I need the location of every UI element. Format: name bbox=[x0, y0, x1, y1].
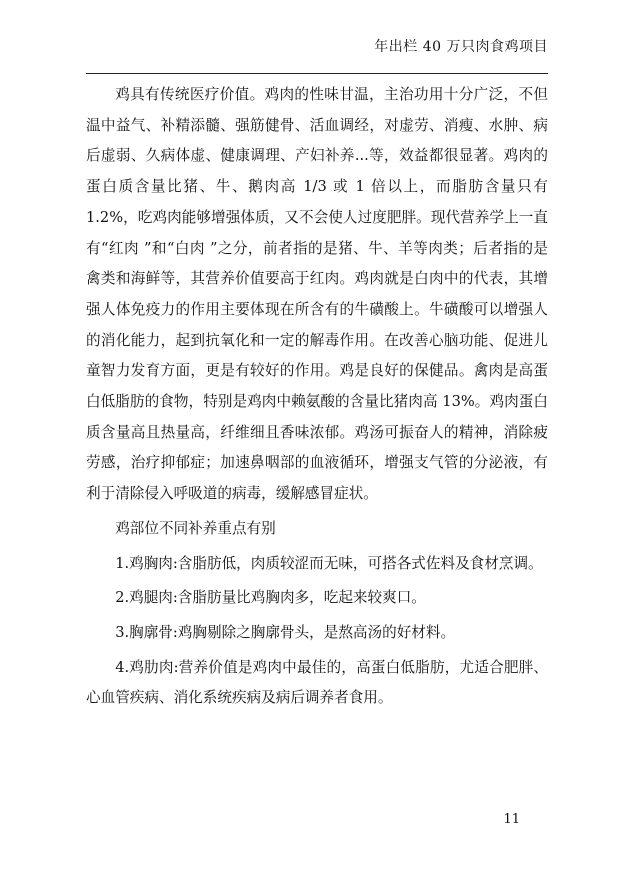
section-heading: 鸡部位不同补养重点有别 bbox=[115, 519, 276, 537]
list-item: 1.鸡胸肉:含脂肪低，肉质较涩而无味，可搭各式佐料及食材烹调。 bbox=[115, 554, 543, 572]
page-header: 年出栏 40 万只肉食鸡项目 bbox=[374, 39, 548, 55]
list-item: 2.鸡腿肉:含脂肪量比鸡胸肉多，吃起来较爽口。 bbox=[115, 589, 426, 607]
list-item: 4.鸡肋肉:营养价值是鸡肉中最佳的，高蛋白低脂肪，尤适合肥胖、心血管疾病、消化系统疾病及病后调养者食用。 bbox=[86, 658, 548, 707]
intro-paragraph: 鸡具有传统医疗价值。鸡肉的性味甘温，主治功用十分广泛，不但温中益气、补精添髓、强筋健骨、活血调经，对虚劳、消瘦、水肿、病后虚弱、久病体虚、健康调理、产妇补养...等，效益都很显著。鸡肉的蛋白质含量比猪、牛、鹅肉高 1/3 或 1 倍以上，而脂肪含量只有 1.2%，吃鸡肉能够增强体质，又不会使人过度肥胖。现代营养学上一直有“红肉 ”和“白肉 ”之分，前者指的是猪、牛、羊等肉类；后者指的是禽类和海鲜等，其营养价值要高于红肉。鸡肉就是白肉中的代表，其增强人体免疫力的作用主要体现在所含有的牛磺酸上。牛磺酸可以增强人的消化能力，起到抗氧化和一定的解毒作用。在改善心脑功能、促进儿童智力发育方面，更是有较好的作用。鸡是良好的保健品。禽肉是高蛋白低脂肪的食物，特别是鸡肉中赖氨酸的含量比猪肉高 13%。鸡肉蛋白质含量高且热量高，纤维细且香味浓郁。鸡汤可振奋人的精神，消除疲劳感，治疗抑郁症；加速鼻咽部的血液循环，增强支气管的分泌液，有利于清除侵入呼吸道的病毒，缓解感冒症状。 bbox=[86, 86, 548, 503]
header-divider bbox=[86, 73, 548, 74]
list-item: 3.胸廓骨:鸡胸剔除之胸廓骨头，是熬高汤的好材料。 bbox=[115, 623, 456, 641]
page-number: 11 bbox=[503, 812, 520, 827]
document-body bbox=[86, 80, 548, 714]
